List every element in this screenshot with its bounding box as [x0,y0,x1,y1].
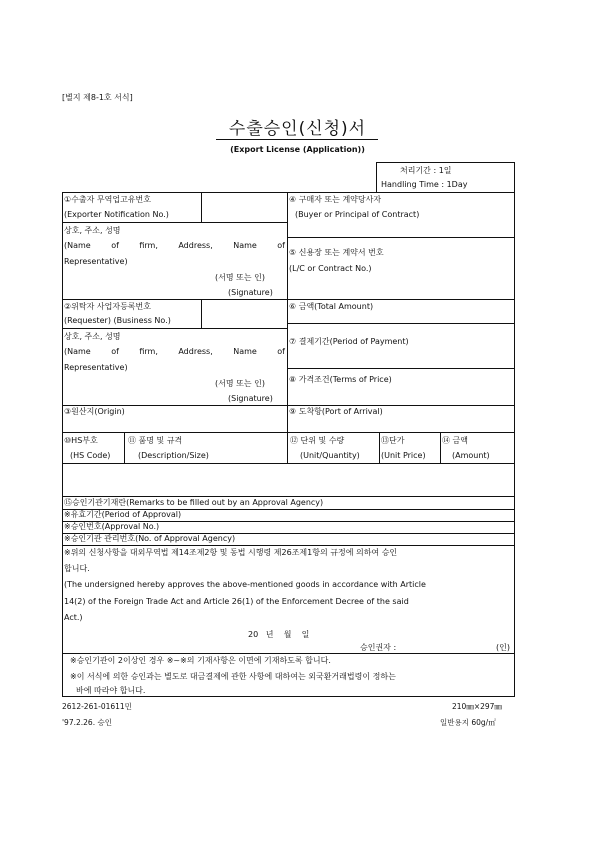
approval-date: 20 년 월 일 [248,630,310,639]
statement-en-3: Act.) [64,613,83,622]
word: Name [233,347,257,356]
handling-time-ko: 처리기간 : 1일 [400,166,452,175]
description-label: ⑪ 품명 및 규격 [128,436,183,445]
lc-label-en: (L/C or Contract No.) [289,264,372,273]
word: (Name [64,241,91,250]
row-line-agency [62,496,515,497]
footer-paper-size: 210㎜×297㎜ [452,702,502,711]
requester-no-divider [201,299,202,328]
statement-en-1: (The undersigned hereby approves the above-mentioned goods in accordance with Article [64,580,426,589]
statement-ko-2: 합니다. [64,564,90,573]
hs-code-label-en: (HS Code) [70,451,111,460]
row-line-notes [62,653,515,654]
origin-label: ③원산지(Origin) [64,407,125,416]
word: Address, [178,241,213,250]
mgmt-no-label: ※승인기관 관리번호(No. of Approval Agency) [64,534,236,543]
arrival-label: ⑨ 도착항(Port of Arrival) [289,407,383,416]
buyer-label: ④ 구매자 또는 계약당사자 [289,195,382,204]
quantity-label-en: (Unit/Quantity) [300,451,360,460]
word: (Name [64,347,91,356]
row-line-requester-no [62,328,287,329]
statement-en-2: 14(2) of the Foreign Trade Act and Article 26(1) of the Enforcement Decree of the said [64,597,409,606]
word: of [111,241,119,250]
footer-paper-type: 일반용지 60g/㎡ [440,718,496,727]
row-line-items-header [62,432,515,433]
note-1: ※승인기관이 2이상인 경우 ※~※의 기재사항은 이면에 기재하도록 합니다. [70,656,331,665]
document-subtitle: (Export License (Application)) [230,145,365,154]
approval-no-label: ※승인번호(Approval No.) [64,522,160,531]
word: of [277,347,285,356]
exporter-sign-en: (Signature) [228,288,273,297]
items-col-1 [124,432,125,463]
item-amount-label: ⑭ 금액 [442,436,468,445]
quantity-label: ⑫ 단위 및 수량 [290,436,345,445]
footer-approval-date: '97.2.26. 승인 [62,718,112,727]
approver-label: 승인권자 : [360,643,397,652]
row-line-items-body [62,463,515,464]
hs-code-label: ⑩HS부호 [64,436,98,445]
word: firm, [139,347,158,356]
exporter-no-label-en: (Exporter Notification No.) [64,210,169,219]
handling-time-en: Handling Time : 1Day [381,180,468,189]
row-line-section2 [62,299,515,300]
row-line-amount [287,323,515,324]
title-underline [216,139,378,140]
requester-name-ko: 상호, 주소, 성명 [64,332,121,341]
requester-label-en: (Requester) (Business No.) [64,316,171,325]
amount-label: ⑥ 금액(Total Amount) [289,302,374,311]
items-col-4 [440,432,441,463]
item-amount-label-en: (Amount) [452,451,490,460]
buyer-label-en: (Buyer or Principal of Contract) [295,210,420,219]
unit-price-label: ⑬단가 [381,436,405,445]
word: Name [233,241,257,250]
requester-name-en [64,347,285,356]
payment-label: ⑦ 결제기간(Period of Payment) [289,337,409,346]
description-label-en: (Description/Size) [138,451,209,460]
word: firm, [139,241,158,250]
note-2a: ※이 서식에 의한 승인과는 별도로 대금결제에 관한 사항에 대하여는 외국환거래법령이 정하는 [70,672,396,681]
word: of [277,241,285,250]
row-line-exporter-no [62,222,287,223]
exporter-sign-ko: (서명 또는 인) [215,273,265,282]
exporter-no-label: ①수출자 무역업고유번호 [64,195,151,204]
row-line-statement [62,545,515,546]
requester-label: ②위탁자 사업자등록번호 [64,302,151,311]
footer-code: 2612-261-01611민 [62,702,132,711]
approver-seal: (인) [496,643,510,652]
requester-sign-ko: (서명 또는 인) [215,379,265,388]
exporter-name-en-line2: Representative) [64,257,128,266]
row-line-origin [62,405,515,406]
document-title: 수출승인(신청)서 [228,119,367,139]
items-col-3 [379,432,380,463]
exporter-name-ko: 상호, 주소, 성명 [64,226,121,235]
word: of [111,347,119,356]
requester-sign-en: (Signature) [228,394,273,403]
agency-remarks-label: ⑮승인기관기재란(Remarks to be filled out by an Approval Agency) [64,498,324,507]
validity-label: ※유효기간(Period of Approval) [64,510,182,519]
price-terms-label: ⑧ 가격조건(Terms of Price) [289,375,392,384]
exporter-no-divider [201,192,202,222]
mid-divider [287,192,288,432]
note-2b: 바에 따라야 합니다. [76,686,146,695]
word: Address, [178,347,213,356]
exporter-name-en [64,241,285,250]
statement-ko-1: ※위의 신청사항을 대외무역법 제14조제2항 및 동법 시행령 제26조제1항의 규정에 의하여 승인 [64,548,398,557]
requester-name-en-line2: Representative) [64,363,128,372]
items-col-2 [287,432,288,463]
unit-price-label-en: (Unit Price) [381,451,426,460]
lc-label: ⑤ 신용장 또는 계약서 번호 [289,248,384,257]
row-line-buyer [287,237,515,238]
row-line-payment [287,368,515,369]
form-number-label: [별지 제8-1호 서식] [62,93,133,102]
